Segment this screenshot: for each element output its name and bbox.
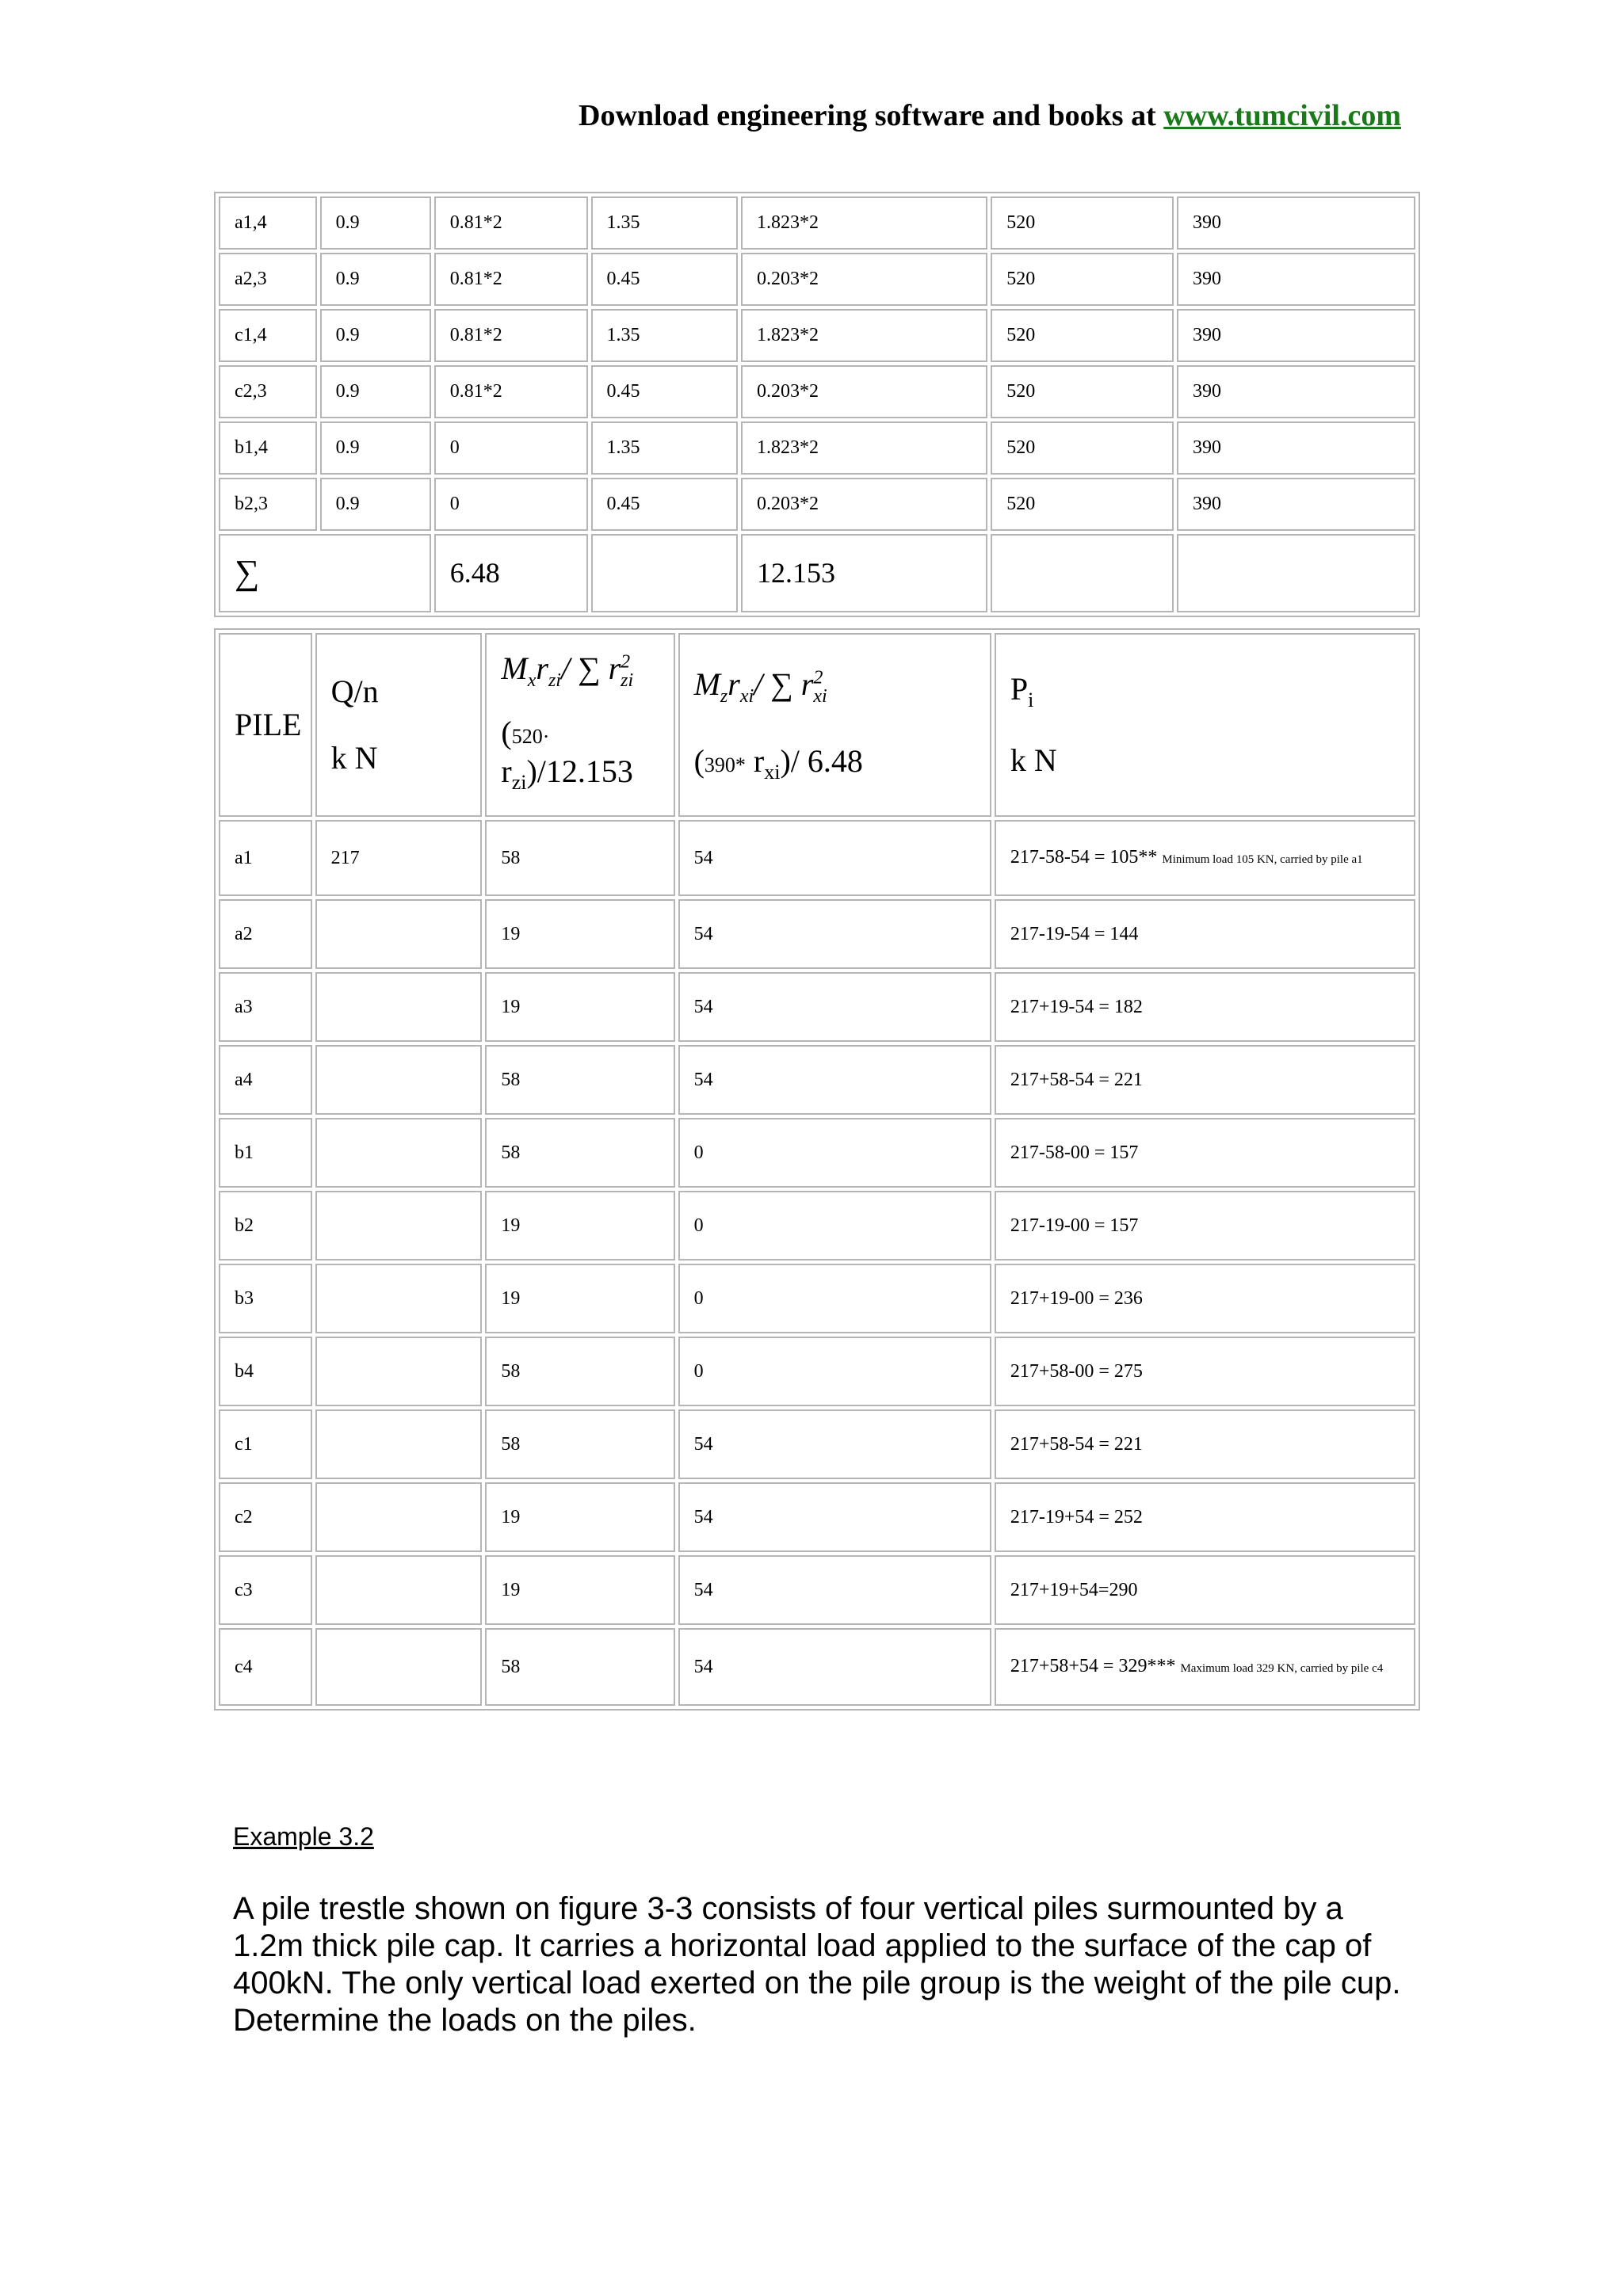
table2-cell-pile: a1 [219,820,312,896]
table1-cell: 0 [434,421,588,475]
table2-cell-mz: 54 [678,1555,991,1625]
sum-empty [991,534,1174,612]
table2-cell-mx: 19 [485,972,674,1042]
table2-cell-mz: 54 [678,1045,991,1115]
table1-cell: 0.81*2 [434,365,588,418]
table1-cell: 0.203*2 [741,253,987,306]
table2-row [219,1555,1415,1625]
table1-cell: a1,4 [219,196,317,250]
table2-cell-qn: 217 [315,820,483,896]
example-title: Example 3.2 [233,1822,374,1851]
table1-cell: 0.9 [320,196,431,250]
table2-cell-pi [995,1118,1415,1188]
table2-row [219,1045,1415,1115]
table2-cell-mz: 54 [678,820,991,896]
table2-cell-pi [995,1045,1415,1115]
table2-cell-mx: 58 [485,820,674,896]
table2-cell-mx: 58 [485,1045,674,1115]
table2-cell-mz: 0 [678,1337,991,1406]
table1-row [219,365,1415,418]
table2-cell-mx: 58 [485,1118,674,1188]
table2-row [219,1337,1415,1406]
table2-header-row [219,633,1415,817]
pi-value: 217+58-54 = 221 [1010,1069,1143,1090]
table2-cell-mz: 54 [678,899,991,969]
table1-cell: 0.9 [320,253,431,306]
table2-cell-pi [995,972,1415,1042]
table2-cell-qn [315,1482,483,1552]
header-mx [485,633,674,817]
header-mz-formula: $M_zr_{xi}/$ ∑ $r^2_{xi}$ [693,666,827,707]
table2-row [219,820,1415,896]
table1-cell: 520 [991,421,1174,475]
table1-cell: 0.45 [591,253,738,306]
table2-cell-pi [995,1191,1415,1261]
pi-value: 217-19-00 = 157 [1010,1215,1139,1236]
table2-cell-mx: 19 [485,899,674,969]
table2-row [219,1191,1415,1261]
header-pile: PILE [219,633,312,817]
pi-value: 217-58-00 = 157 [1010,1142,1139,1163]
table2-cell-mz: 54 [678,1409,991,1479]
header-mx-formula: $M_xr_{zi}/$ ∑ $r^2_{zi}$ [501,650,634,691]
table2-cell-mz: 54 [678,972,991,1042]
table1-row [219,253,1415,306]
table1-cell: 0.81*2 [434,309,588,362]
table2-cell-mz: 0 [678,1264,991,1333]
pile-loads-table [214,628,1420,1711]
header-pi-top: $P_i$ [1010,671,1034,712]
table2-cell-pi [995,1482,1415,1552]
table1-cell: 1.823*2 [741,421,987,475]
table2-cell-pile: c1 [219,1409,312,1479]
table2-cell-mx: 19 [485,1555,674,1625]
table1-cell: 520 [991,196,1174,250]
table2-cell-qn [315,1628,483,1706]
sum-empty [591,534,738,612]
table1-row [219,421,1415,475]
table2-cell-qn [315,899,483,969]
pi-value: 217+58-00 = 275 [1010,1360,1143,1382]
table2-cell-qn [315,972,483,1042]
table1-cell: 1.35 [591,421,738,475]
pi-value: 217+19+54=290 [1010,1579,1138,1600]
table2-cell-pi [995,1555,1415,1625]
table2-cell-qn [315,1118,483,1188]
table1-row [219,196,1415,250]
table1-cell: 1.823*2 [741,309,987,362]
table2-cell-qn [315,1264,483,1333]
header-mz-bottom: (390* $r_{xi})/$ 6.48 [693,743,863,784]
table1-cell: b1,4 [219,421,317,475]
table2-cell-pi [995,1337,1415,1406]
table2-cell-pile: c2 [219,1482,312,1552]
pi-note: Minimum load 105 KN, carried by pile a1 [1162,852,1363,866]
table1-cell: 0.9 [320,421,431,475]
table1-cell: 0.45 [591,365,738,418]
table1-cell: 1.35 [591,196,738,250]
table2-cell-qn [315,1555,483,1625]
table1-cell: 390 [1177,253,1415,306]
sum-rz2: 6.48 [434,534,588,612]
header-pi-bottom: k N [1010,742,1057,778]
header-mz [678,633,991,817]
sum-symbol: ∑ [219,534,431,612]
table2-row [219,1482,1415,1552]
table1-cell: 1.823*2 [741,196,987,250]
table1-cell: 390 [1177,309,1415,362]
table1-row [219,309,1415,362]
table1-cell: 0.9 [320,478,431,531]
table2-cell-pi [995,899,1415,969]
table2-cell-mx: 19 [485,1482,674,1552]
table2-cell-pi [995,1628,1415,1706]
table1-cell: 0.203*2 [741,478,987,531]
table1-body [219,196,1415,612]
table1-cell: 390 [1177,365,1415,418]
table1-cell: 520 [991,309,1174,362]
table1-cell: 390 [1177,478,1415,531]
table2-cell-mz: 0 [678,1191,991,1261]
table2-row [219,1628,1415,1706]
table2-cell-mx: 19 [485,1191,674,1261]
table2-cell-pile: b1 [219,1118,312,1188]
header-qn [315,633,483,817]
table2-cell-pile: a2 [219,899,312,969]
table1-cell: 0.81*2 [434,196,588,250]
pi-note: Maximum load 329 KN, carried by pile c4 [1180,1661,1384,1675]
table1-cell: c1,4 [219,309,317,362]
table2-cell-qn [315,1337,483,1406]
header-qn-top: Q/n [330,673,379,709]
table2-cell-pi [995,1409,1415,1479]
table2-cell-qn [315,1045,483,1115]
table2-cell-pile: a4 [219,1045,312,1115]
website-link[interactable]: www.tumcivil.com [1163,99,1401,132]
table2-cell-pile: b2 [219,1191,312,1261]
table1-cell: c2,3 [219,365,317,418]
table2-row [219,899,1415,969]
table2-row [219,1264,1415,1333]
table2-cell-qn [315,1191,483,1261]
table1-cell: 0.81*2 [434,253,588,306]
table2-row [219,972,1415,1042]
table1-cell: 1.35 [591,309,738,362]
table2-cell-mx: 19 [485,1264,674,1333]
table1-cell: 0.45 [591,478,738,531]
page-header [0,98,1401,133]
table2-cell-pile: b4 [219,1337,312,1406]
table1-cell: 390 [1177,421,1415,475]
table2-row [219,1118,1415,1188]
table2-cell-mz: 0 [678,1118,991,1188]
table1-cell: a2,3 [219,253,317,306]
header-qn-bottom: k N [330,740,378,776]
example-paragraph: A pile trestle shown on figure 3-3 consists of four vertical piles surmounted by a 1.2m thick pile cap. It carries a horizontal load applied to the surface of the cap of 400kN. The only vertical load exerted on the pile group is the weight of the pile cup. Determine the loads on the piles. [233,1891,1401,2038]
table2-cell-pile: b3 [219,1264,312,1333]
table2-cell-pile: c4 [219,1628,312,1706]
table1-cell: b2,3 [219,478,317,531]
table2-cell-mz: 54 [678,1482,991,1552]
pi-value: 217+58-54 = 221 [1010,1433,1143,1455]
table1-cell: 0 [434,478,588,531]
table1-cell: 520 [991,253,1174,306]
table1-cell: 0.9 [320,309,431,362]
header-pi [995,633,1415,817]
table2-cell-qn [315,1409,483,1479]
sum-empty [1177,534,1415,612]
pi-value: 217-19+54 = 252 [1010,1506,1143,1527]
pi-value: 217+19-54 = 182 [1010,996,1143,1017]
pi-value: 217+19-00 = 236 [1010,1287,1143,1309]
table1-row [219,478,1415,531]
header-text: Download engineering software and books at [579,99,1164,132]
pi-value: 217-58-54 = 105** [1010,846,1158,868]
table1-cell: 520 [991,478,1174,531]
table2-cell-pi [995,1264,1415,1333]
table2-cell-pi [995,820,1415,896]
table1-cell: 0.9 [320,365,431,418]
pi-value: 217+58+54 = 329*** [1010,1655,1176,1676]
table2-cell-pile: c3 [219,1555,312,1625]
header-mx-bottom: (520· $r_{zi})/12.153$ [501,715,633,795]
moment-of-inertia-table [214,192,1420,617]
table2-cell-mx: 58 [485,1628,674,1706]
table1-cell: 0.203*2 [741,365,987,418]
table2-cell-mz: 54 [678,1628,991,1706]
table2-cell-mx: 58 [485,1409,674,1479]
table2-cell-mx: 58 [485,1337,674,1406]
sum-rx2: 12.153 [741,534,987,612]
table2-body [219,633,1415,1706]
table1-sum-row [219,534,1415,612]
table2-row [219,1409,1415,1479]
pi-value: 217-19-54 = 144 [1010,923,1139,944]
table2-cell-pile: a3 [219,972,312,1042]
table1-cell: 520 [991,365,1174,418]
table1-cell: 390 [1177,196,1415,250]
